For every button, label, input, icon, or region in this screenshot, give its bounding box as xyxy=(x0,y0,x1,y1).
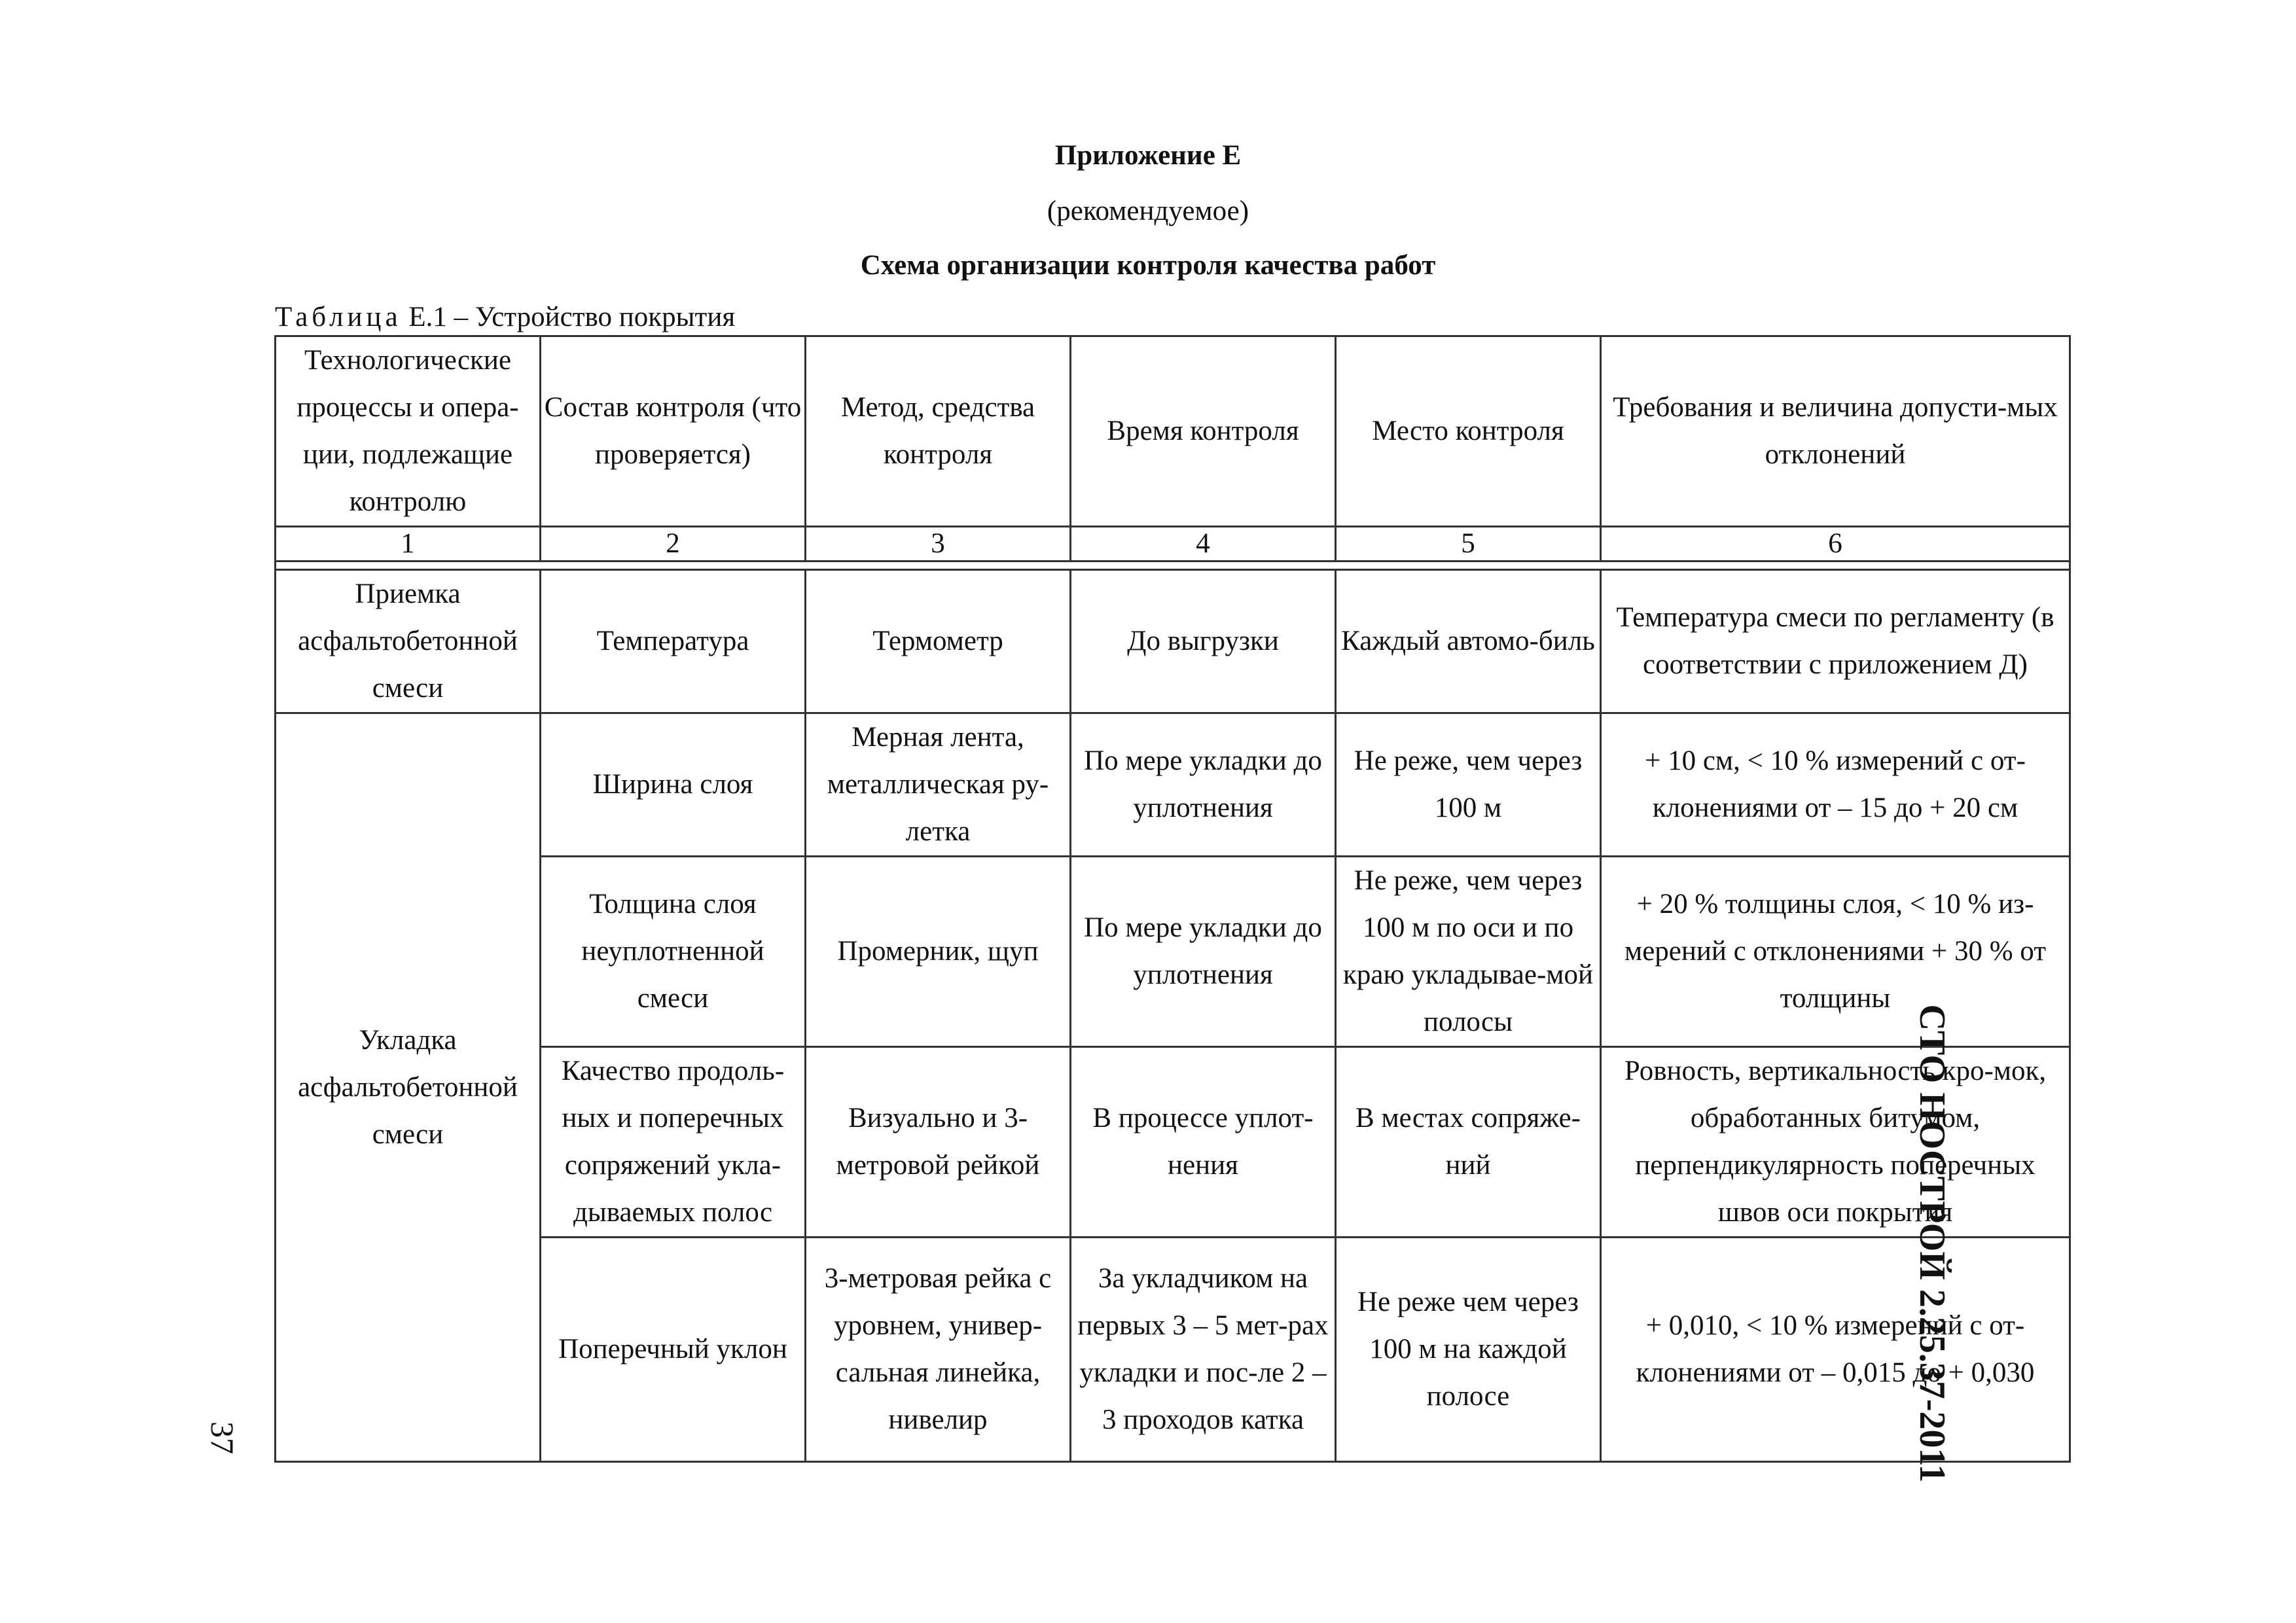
column-number: 4 xyxy=(1071,527,1336,562)
requirements-cell: + 20 % толщины слоя, < 10 % из-мерений с отклонениями + 30 % от толщины xyxy=(1601,857,2070,1047)
time-cell: В процессе уплот-нения xyxy=(1071,1047,1336,1238)
requirements-cell: + 0,010, < 10 % измерений с от-клонениями от – 0,015 до + 0,030 xyxy=(1601,1238,2070,1462)
what-cell: Поперечный уклон xyxy=(541,1238,806,1462)
time-cell: До выгрузки xyxy=(1071,570,1336,713)
table-row xyxy=(276,713,2070,857)
table-caption-text: Е.1 – Устройство покрытия xyxy=(401,302,736,332)
table-header-row xyxy=(276,336,2070,527)
method-cell: Термометр xyxy=(806,570,1071,713)
place-cell: Не реже, чем через 100 м xyxy=(1336,713,1601,857)
time-cell: За укладчиком на первых 3 – 5 мет-рах укладки и пос-ле 2 – 3 проходов катка xyxy=(1071,1238,1336,1462)
table-caption xyxy=(275,300,735,335)
column-number: 5 xyxy=(1336,527,1601,562)
time-cell: По мере укладки до уплотнения xyxy=(1071,857,1336,1047)
header-separator xyxy=(276,562,2070,570)
what-cell: Температура xyxy=(541,570,806,713)
table-row xyxy=(276,570,2070,713)
method-cell: Промерник, щуп xyxy=(806,857,1071,1047)
requirements-cell: Ровность, вертикальность кро-мок, обработанных битумом, перпендикулярность поперечных швов оси покрытия xyxy=(1601,1047,2070,1238)
header-cell: Требования и величина допусти-мых отклонений xyxy=(1601,336,2070,527)
what-cell: Толщина слоя неуплотненной смеси xyxy=(541,857,806,1047)
process-cell: Приемка асфальтобетонной смеси xyxy=(276,570,541,713)
scheme-title: Схема организации контроля качества работ xyxy=(860,250,1436,281)
appendix-subtitle: (рекомендуемое) xyxy=(1047,196,1249,226)
column-number-row xyxy=(276,527,2070,562)
what-cell: Качество продоль-ных и поперечных сопряжений укла-дываемых полос xyxy=(541,1047,806,1238)
process-cell: Укладка асфальтобетонной смеси xyxy=(276,713,541,1462)
separator-cell xyxy=(276,562,2070,570)
table-row xyxy=(276,1238,2070,1462)
place-cell: Каждый автомо-биль xyxy=(1336,570,1601,713)
header-cell: Место контроля xyxy=(1336,336,1601,527)
what-cell: Ширина слоя xyxy=(541,713,806,857)
table-row xyxy=(276,1047,2070,1238)
column-number: 1 xyxy=(276,527,541,562)
appendix-title: Приложение Е xyxy=(1054,140,1242,171)
header-cell: Технологические процессы и опера-ции, подлежащие контролю xyxy=(276,336,541,527)
header-cell: Состав контроля (что проверяется) xyxy=(541,336,806,527)
method-cell: 3-метровая рейка с уровнем, универ-сальная линейка, нивелир xyxy=(806,1238,1071,1462)
document-code: СТО НОСТРОЙ 2.25.37-2011 xyxy=(1912,1004,1952,1483)
table-row xyxy=(276,857,2070,1047)
requirements-cell: Температура смеси по регламенту (в соответствии с приложением Д) xyxy=(1601,570,2070,713)
column-number: 2 xyxy=(541,527,806,562)
page-number: 37 xyxy=(204,1421,241,1454)
header-cell: Время контроля xyxy=(1071,336,1336,527)
time-cell: По мере укладки до уплотнения xyxy=(1071,713,1336,857)
quality-control-table xyxy=(274,335,2071,1463)
column-number: 3 xyxy=(806,527,1071,562)
header-cell: Метод, средства контроля xyxy=(806,336,1071,527)
place-cell: Не реже чем через 100 м на каждой полосе xyxy=(1336,1238,1601,1462)
place-cell: Не реже, чем через 100 м по оси и по краю укладывае-мой полосы xyxy=(1336,857,1601,1047)
method-cell: Визуально и 3-метровой рейкой xyxy=(806,1047,1071,1238)
method-cell: Мерная лента, металлическая ру-летка xyxy=(806,713,1071,857)
place-cell: В местах сопряже-ний xyxy=(1336,1047,1601,1238)
table-caption-prefix: Таблица xyxy=(275,302,402,332)
requirements-cell: + 10 см, < 10 % измерений с от-клонениями от – 15 до + 20 см xyxy=(1601,713,2070,857)
column-number: 6 xyxy=(1601,527,2070,562)
